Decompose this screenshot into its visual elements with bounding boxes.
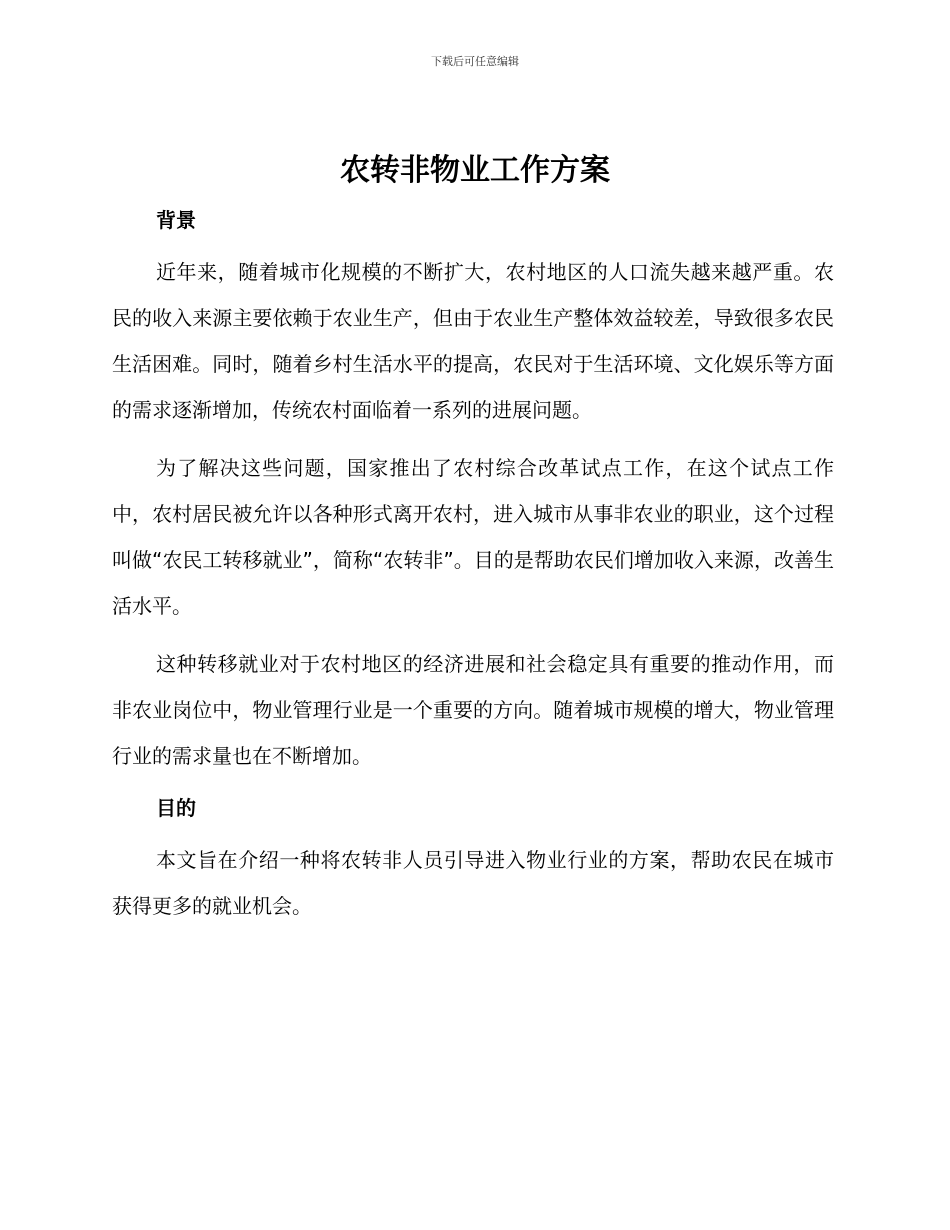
document-body	[112, 203, 834, 941]
paragraph: 近年来，随着城市化规模的不断扩大，农村地区的人口流失越来越严重。农民的收入来源主要依赖于农业生产，但由于农业生产整体效益较差，导致很多农民生活困难。同时，随着乡村生活水平的提高，农民对于生活环境、文化娱乐等方面的需求逐渐增加，传统农村面临着一系列的进展问题。	[112, 260, 834, 422]
paragraph: 这种转移就业对于农村地区的经济进展和社会稳定具有重要的推动作用，而非农业岗位中，物业管理行业是一个重要的方向。随着城市规模的增大，物业管理行业的需求量也在不断增加。	[112, 652, 834, 768]
paragraph: 本文旨在介绍一种将农转非人员引导进入物业行业的方案，帮助农民在城市获得更多的就业机会。	[112, 848, 834, 918]
section-heading-background: 背景	[156, 208, 196, 232]
section-heading-purpose: 目的	[156, 796, 196, 820]
paragraph: 为了解决这些问题，国家推出了农村综合改革试点工作，在这个试点工作中，农村居民被允许以各种形式离开农村，进入城市从事非农业的职业，这个过程叫做“农民工转移就业”，简称“农转非”。目的是帮助农民们增加收入来源，改善生活水平。	[112, 456, 834, 618]
document-title: 农转非物业工作方案	[340, 153, 610, 188]
header-note: 下载后可任意编辑	[431, 55, 519, 68]
